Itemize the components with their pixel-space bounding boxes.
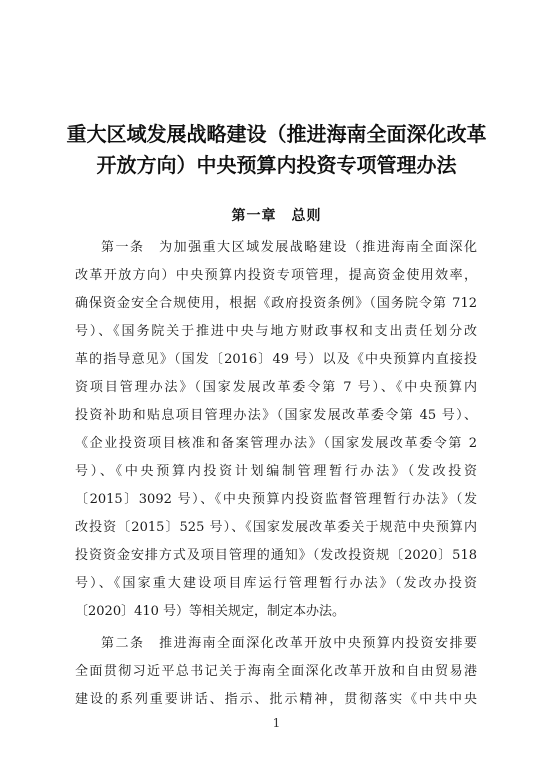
article-1-line: 确保资金安全合规使用，根据《政府投资条例》（国务院令第 712: [75, 296, 477, 311]
page-number: 1: [272, 716, 281, 730]
document-title-line-1: 重大区域发展战略建设（推进海南全面深化改革: [66, 122, 487, 146]
article-1-line: 〔2020〕410 号）等相关规定，制定本办法。: [75, 604, 346, 619]
article-1-line: 号）、《国家重大建设项目库运行管理暂行办法》（发改办投资: [75, 576, 477, 591]
article-1-line: 第一条 为加强重大区域发展战略建设（推进海南全面深化: [101, 240, 477, 255]
article-1-line: 资项目管理办法》（国家发展改革委令第 7 号）、《中央预算内: [75, 380, 477, 395]
article-1-line: 投资补助和贴息项目管理办法》（国家发展改革委令第 45 号）、: [75, 408, 477, 423]
article-2-line: 第二条 推进海南全面深化改革开放中央预算内投资安排要: [101, 636, 477, 651]
article-2-line: 建设的系列重要讲话、指示、批示精神，贯彻落实《中共中央: [75, 692, 477, 707]
article-1-line: 投资资金安排方式及项目管理的通知》（发改投资规〔2020〕518: [75, 548, 477, 563]
article-1-line: 号）、《国务院关于推进中央与地方财政事权和支出责任划分改: [75, 324, 477, 339]
document-title-line-2: 开放方向）中央预算内投资专项管理办法: [96, 153, 457, 177]
article-1-line: 《企业投资项目核准和备案管理办法》（国家发展改革委令第 2: [75, 436, 477, 451]
article-2-line: 全面贯彻习近平总书记关于海南全面深化改革开放和自由贸易港: [75, 664, 477, 679]
article-1-line: 号）、《中央预算内投资计划编制管理暂行办法》（发改投资: [75, 464, 477, 479]
article-1-line: 改投资〔2015〕525 号）、《国家发展改革委关于规范中央预算内: [75, 520, 477, 535]
article-1-line: 革的指导意见》（国发〔2016〕49 号）以及《中央预算内直接投: [75, 352, 477, 367]
article-1-line: 〔2015〕3092 号）、《中央预算内投资监督管理暂行办法》（发: [75, 492, 477, 507]
chapter-heading: 第一章 总则: [231, 208, 322, 224]
article-1-line: 改革开放方向）中央预算内投资专项管理，提高资金使用效率，: [75, 268, 477, 283]
